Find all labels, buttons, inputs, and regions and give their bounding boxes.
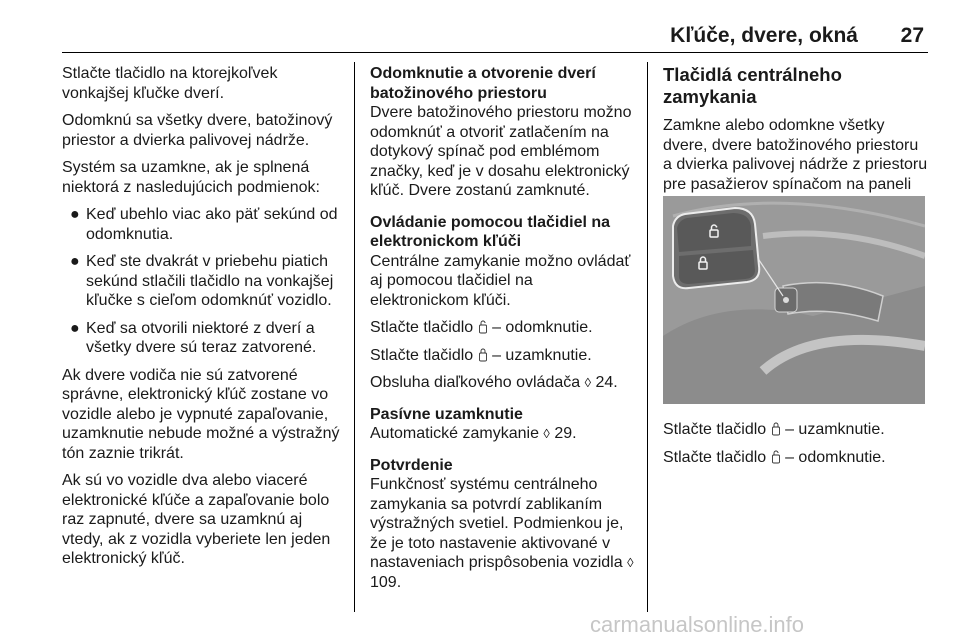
column-1 — [62, 64, 344, 577]
paragraph — [370, 373, 635, 393]
figure-caption-text — [663, 420, 931, 475]
paragraph: Ak dvere vodiča nie sú zatvorené správne, elektronický kľúč zostane vo vozidle alebo je vypnuté zapaľovanie, uzamknutie nebude možné a výstražný tón zaznie trikrát. — [62, 366, 340, 462]
reference-arrow-icon: ◊ — [543, 426, 550, 441]
reference-arrow-icon: ◊ — [627, 555, 634, 570]
unlock-icon — [478, 320, 488, 334]
paragraph: Odomknú sa všetky dvere, batožinový priestor a dvierka palivovej nádrže. — [62, 112, 333, 149]
paragraph: Stlačte tlačidlo na ktorejkoľvek vonkajšej kľučke dverí. — [62, 65, 278, 102]
text: Obsluha diaľkového ovládača — [370, 374, 581, 391]
watermark: carmanualsonline.info — [590, 612, 805, 637]
column-divider — [647, 62, 648, 612]
paragraph — [370, 475, 635, 592]
text: Stlačte tlačidlo — [663, 448, 767, 466]
bullet-icon: ● — [70, 206, 80, 223]
paragraph: Dvere batožinového priestoru možno odomknúť a otvoriť zatlačením na dotykový spínač pod emblémom značky, keď je v dosahu elektronický kľúč. Dvere zostanú zamknuté. — [370, 104, 632, 199]
page-reference: 109. — [370, 573, 402, 591]
text: – uzamknutie. — [785, 421, 885, 438]
section-heading: Pasívne uzamknutie — [370, 405, 523, 423]
paragraph — [663, 448, 931, 468]
page-header — [62, 22, 928, 53]
paragraph — [370, 318, 635, 338]
text: – odomknutie. — [492, 319, 593, 336]
section-heading: Potvrdenie — [370, 456, 453, 474]
list-item-text: Keď sa otvorili niektoré z dverí a všetky dvere sú teraz zatvorené. — [86, 319, 317, 356]
paragraph: Systém sa uzamkne, ak je splnená niektorá z nasledujúcich podmienok: — [62, 159, 320, 196]
list-item-text: Keď ste dvakrát v priebehu piatich sekúnd stlačili tlačidlo na vonkajšej kľučke s cieľom odomknúť vozidlo. — [86, 253, 334, 309]
paragraph: Ak sú vo vozidle dva alebo viaceré elektronické kľúče a zapaľovanie bolo raz zapnuté, dvere sa uzamknú aj vtedy, ak z vozidla vyberiete len jeden elektronický kľúč. — [62, 472, 331, 567]
text: Automatické zamykanie — [370, 425, 539, 442]
column-divider — [354, 62, 355, 612]
text: Stlačte tlačidlo — [370, 319, 474, 336]
text: – odomknutie. — [785, 448, 886, 466]
paragraph — [370, 346, 635, 366]
lock-icon — [771, 422, 781, 436]
page-number: 27 — [900, 24, 924, 47]
section-heading: Odomknutie a otvorenie dverí batožinového priestoru — [370, 65, 596, 102]
list-item — [62, 252, 344, 311]
bullet-icon: ● — [70, 253, 80, 270]
bullet-icon: ● — [70, 319, 80, 337]
page-reference: 24. — [595, 374, 618, 391]
unlock-icon — [771, 450, 781, 464]
list-item — [62, 319, 344, 358]
paragraph — [663, 420, 931, 440]
reference-arrow-icon: ◊ — [584, 375, 592, 390]
paragraph: Zamkne alebo odomkne všetky dvere, dvere batožinového priestoru a dvierka palivovej nádrže z priestoru pre pasažierov spínačom na paneli — [663, 117, 928, 193]
page-title: Kľúče, dvere, okná — [670, 24, 858, 47]
door-panel-image — [663, 196, 925, 404]
lock-icon — [478, 348, 488, 362]
text: Stlačte tlačidlo — [663, 421, 767, 438]
section-heading: Ovládanie pomocou tlačidiel na elektronickom kľúči — [370, 213, 611, 250]
section-heading: Tlačidlá centrálneho zamykania — [663, 64, 842, 107]
text: Stlačte tlačidlo — [370, 346, 474, 364]
list-item — [62, 205, 344, 244]
list-item-text: Keď ubehlo viac ako päť sekúnd od odomknutia. — [86, 206, 338, 243]
paragraph: Centrálne zamykanie možno ovládať aj pomocou tlačidiel na elektronickom kľúči. — [370, 252, 631, 309]
text: – uzamknutie. — [492, 346, 592, 364]
text: Funkčnosť systému centrálneho zamykania sa potvrdí zablikaním výstražných svetiel. Podmienkou je, že je toto nastavenie aktivované v nastaveniach prispôsobenia vozidla — [370, 476, 624, 571]
paragraph — [370, 424, 635, 444]
door-lock-switch-illustration — [663, 196, 925, 404]
column-2 — [370, 64, 635, 600]
page-reference: 29. — [554, 425, 577, 442]
